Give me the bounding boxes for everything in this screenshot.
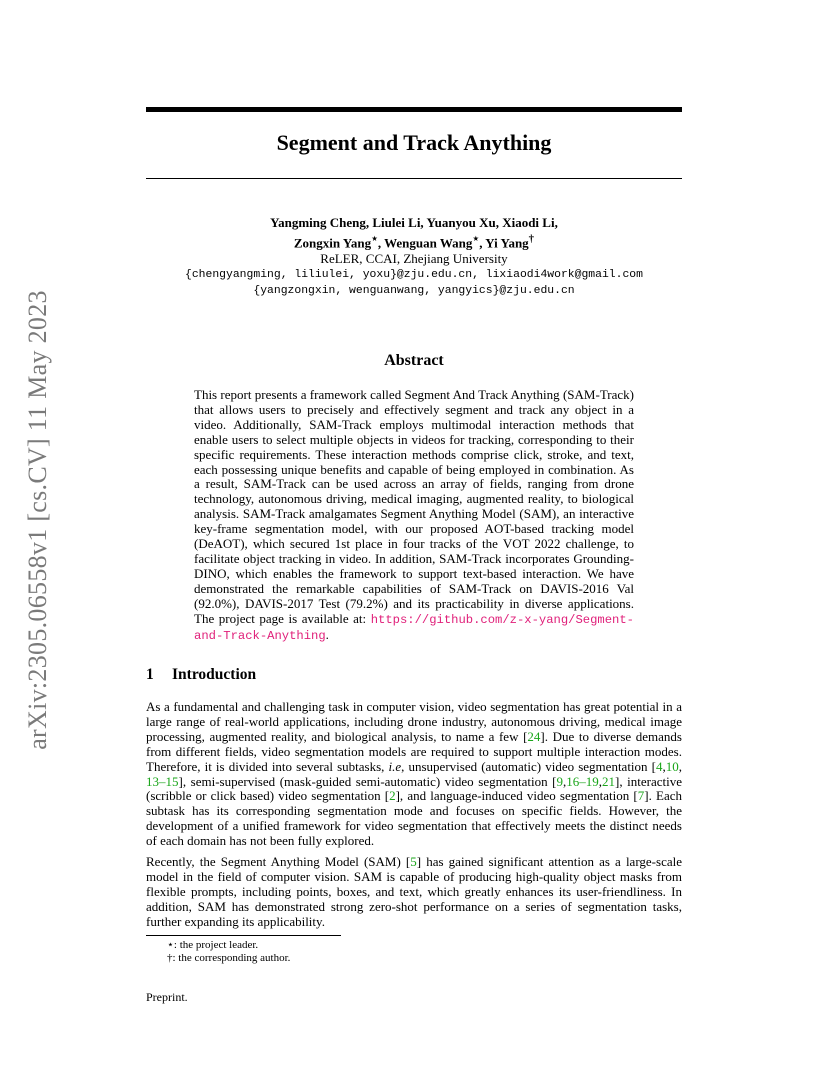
author-mark: ⋆ bbox=[371, 233, 378, 245]
project-page-link[interactable]: https://github.com/z-x-yang/Segment-and-Track-Anything bbox=[194, 612, 634, 643]
text-run: ], interactive (scribble or click based) video segmentation [ bbox=[146, 773, 682, 804]
email-line-2: {yangzongxin, wenguanwang, yangyics}@zju.edu.cn bbox=[253, 285, 575, 298]
text-run: ]. Due to diverse demands from different fields, video segmentation models are required to support multiple interaction modes. Therefore, it is divided into several subtasks, bbox=[146, 728, 682, 774]
section-number: 1 bbox=[146, 666, 154, 683]
text-run: ] has gained significant attention as a large-scale model in the field of computer vision. SAM is capable of producing high-quality object masks from flexible prompts, including points, boxes, and text, which greatly enhances its user-friendliness. In addition, SAM has demonstrated strong zero-shot performance on a series of segmentation tasks, further expanding its applicability. bbox=[146, 854, 682, 929]
section-heading bbox=[146, 666, 256, 684]
intro-paragraph-1: As a fundamental and challenging task in computer vision, video segmentation has great potential in a large range of real-world applications, including drone industry, autonomous driving, medical image processing, augmented reality, and biological analysis, to name a few [24]. Due to diverse demands from different fields, video segmentation models are required to support multiple interaction modes. Therefore, it is divided into several subtasks, i.e, unsupervised (automatic) video segmentation [4,10, 13–15], semi-supervised (mask-guided semi-automatic) video segmentation [9,16–19,21], interactive (scribble or click based) video segmentation [2], and language-induced video segmentation [7]. Each subtask has its corresponding segmentation mode and focuses on specific fields. However, the development of a unified framework for video segmentation that effectively meets the distinct needs of each domain has not been fully explored. bbox=[146, 699, 683, 849]
author-name: Zongxin Yang bbox=[293, 235, 372, 251]
arxiv-sidebar bbox=[20, 280, 56, 760]
text-run: i.e bbox=[388, 758, 402, 774]
paper-title: Segment and Track Anything bbox=[276, 130, 552, 155]
author-name: , Wenguan Wang bbox=[377, 235, 473, 251]
abstract-end-punct: . bbox=[325, 626, 329, 642]
text-run: Recently, the Segment Anything Model (SAM) [ bbox=[146, 854, 411, 869]
text-run: , unsupervised (automatic) video segmentation [ bbox=[401, 758, 656, 774]
author-block bbox=[146, 215, 682, 299]
arxiv-identifier: arXiv:2305.06558v1 [cs.CV] 11 May 2023 bbox=[23, 290, 52, 750]
citation-link[interactable]: 10 bbox=[665, 758, 679, 774]
author-name: , Yi Yang bbox=[479, 235, 529, 251]
text-run: ], semi-supervised (mask-guided semi-automatic) video segmentation [ bbox=[178, 773, 557, 789]
citation-link[interactable]: 7 bbox=[637, 788, 645, 804]
affiliation: ReLER, CCAI, Zhejiang University bbox=[320, 251, 508, 267]
citation-link[interactable]: 16–19 bbox=[566, 773, 599, 789]
text-run: As a fundamental and challenging task in computer vision, video segmentation has great potential in a large range of real-world applications, including drone industry, autonomous driving, medical image processing, augmented reality, and biological analysis, to name a few [ bbox=[146, 699, 682, 744]
author-mark: † bbox=[528, 233, 535, 245]
citation-link[interactable]: 24 bbox=[527, 728, 541, 744]
citation-link[interactable]: 13–15 bbox=[146, 773, 179, 789]
title-top-rule bbox=[146, 107, 682, 112]
title-bottom-rule bbox=[146, 178, 682, 179]
text-run: ]. Each subtask has its corresponding segmentation mode and focuses on specific fields. However, the development of a unified framework for video segmentation that effectively meets the distinct needs of each domain has not been fully explored. bbox=[146, 788, 683, 849]
footnote-project-leader: ⋆: the project leader. bbox=[167, 939, 259, 951]
preprint-label: Preprint. bbox=[146, 990, 188, 1004]
authors-line-1: Yangming Cheng, Liulei Li, Yuanyou Xu, Xiaodi Li, bbox=[270, 215, 558, 230]
abstract-text: This report presents a framework called Segment And Track Anything (SAM-Track) that allows users to precisely and effectively segment and track any object in a video. Additionally, SAM-Track employs multimodal interaction methods that enable users to select multiple objects in videos for tracking, corresponding to their specific requirements. These interaction methods comprise click, stroke, and text, each possessing unique benefits and capable of being employed in combination. As a result, SAM-Track can be used across an array of fields, ranging from drone technology, autonomous driving, medical imaging, augmented reality, to biological analysis. SAM-Track amalgamates Segment Anything Model (SAM), an interactive key-frame segmentation model, with our proposed AOT-based tracking model (DeAOT), which secured 1st place in four tracks of the VOT 2022 challenge, to facilitate object tracking in video. In addition, SAM-Track incorporates Grounding-DINO, which enables the framework to support text-based interaction. We have demonstrated the remarkable capabilities of SAM-Track on DAVIS-2016 Val (92.0%), DAVIS-2017 Test (79.2%) and its practicability in diverse applications. The project page is available at: bbox=[194, 387, 634, 626]
authors-line-2 bbox=[146, 231, 682, 251]
citation-link[interactable]: 2 bbox=[389, 788, 396, 804]
intro-paragraph-2 bbox=[146, 855, 682, 930]
abstract-heading: Abstract bbox=[384, 352, 444, 369]
author-mark: ⋆ bbox=[472, 233, 480, 245]
citation-link[interactable]: 21 bbox=[601, 773, 615, 789]
footnote-corresponding-author: †: the corresponding author. bbox=[167, 952, 291, 964]
footnote-rule bbox=[146, 935, 341, 936]
citation-link[interactable]: 9 bbox=[556, 773, 563, 789]
abstract-body bbox=[194, 388, 634, 643]
email-line-1: {chengyangming, liliulei, yoxu}@zju.edu.cn, lixiaodi4work@gmail.com bbox=[185, 269, 643, 282]
text-run: ], and language-induced video segmentation [ bbox=[395, 788, 638, 804]
section-title: Introduction bbox=[172, 666, 257, 683]
citation-link[interactable]: 5 bbox=[410, 854, 417, 869]
citation-link[interactable]: 4 bbox=[656, 758, 663, 774]
